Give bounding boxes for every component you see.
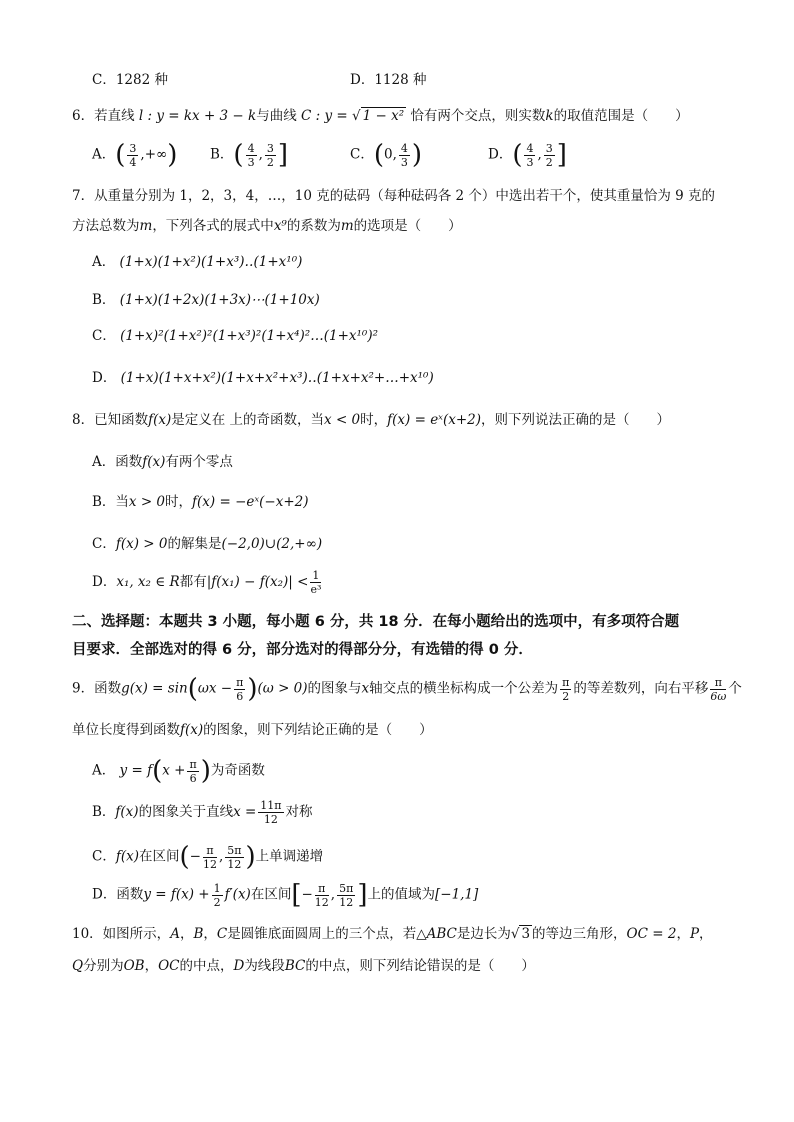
q7-option-c: C． (1+x)²(1+x²)²(1+x³)²(1+x⁴)²…(1+x¹⁰)² xyxy=(92,328,378,344)
q7-line1: 7．从重量分别为 1，2，3，4，…，10 克的砝码（每种砝码各 2 个）中选出若干个，使其重量恰为 9 克的 xyxy=(72,188,716,204)
q9-option-c: C．f(x)在区间(− $\frac{\pi}{12}$ , $\frac{5\pi}{12}$ )上单调递增 xyxy=(92,842,324,872)
q8-option-b: B．当x > 0时，f(x) = −eˣ(−x+2) xyxy=(92,494,309,510)
q6-option-a: A．( $\frac{3}{4}$ ,+∞) xyxy=(92,140,178,170)
q6-option-d: D．( $\frac{4}{3}$ , $\frac{3}{2}$ ] xyxy=(488,140,567,170)
q8-option-d: D．x₁, x₂ ∈ R都有|f(x₁) − f(x₂)| < $\frac{1}{\text{e³}}$ xyxy=(92,569,322,596)
q6-option-b: B．( $\frac{4}{3}$ , $\frac{3}{2}$ ] xyxy=(210,140,289,170)
q7-line2: 方法总数为m，下列各式的展式中x⁹的系数为m的选项是（ ） xyxy=(72,218,462,234)
q8-option-c: C．f(x) > 0的解集是(−2,0)∪(2,+∞) xyxy=(92,536,323,552)
q8-option-a: A．函数f(x)有两个零点 xyxy=(92,454,233,470)
q7-option-d: D． (1+x)(1+x+x²)(1+x+x²+x³)‥(1+x+x²+…+x¹⁰) xyxy=(92,370,434,386)
q5-option-d: D．1128 种 xyxy=(350,72,427,88)
q7-option-b: B． (1+x)(1+2x)(1+3x)⋯(1+10x) xyxy=(92,292,320,308)
q6-option-c: C．(0, $\frac{4}{3}$ ) xyxy=(350,140,423,170)
section-2-heading-line2: 目要求．全部选对的得 6 分，部分选对的得部分分，有选错的得 0 分． xyxy=(72,642,533,658)
q8-stem: 8．已知函数f(x)是定义在 上的奇函数，当x < 0时，f(x) = eˣ(x+2)，则下列说法正确的是（ ） xyxy=(72,412,671,428)
q6-stem: 6．若直线 l : y = kx + 3 − k与曲线 C : y = √ 1 − x² 恰有两个交点，则实数k的取值范围是（ ） xyxy=(72,108,689,124)
q5-option-c: C．1282 种 xyxy=(92,72,168,88)
q10-stem-line2: Q分别为OB，OC的中点，D为线段BC的中点，则下列结论错误的是（ ） xyxy=(72,958,535,974)
q9-option-b: B．f(x)的图象关于直线x = $\frac{11\pi}{12}$ 对称 xyxy=(92,799,313,826)
q10-stem-line1: 10．如图所示，A，B，C是圆锥底面圆周上的三个点，若△ABC是边长为√ 3 的等边三角形，OC = 2，P， xyxy=(72,926,713,942)
q9-stem-line2: 单位长度得到函数f(x)的图象，则下列结论正确的是（ ） xyxy=(72,722,433,738)
q9-option-d: D．函数y = f(x) + $\frac{1}{2}$ f′(x)在区间[− $\frac{\pi}{12}$ , $\frac{5\pi}{12}$ ]上的值域为[−1,1] xyxy=(92,880,479,910)
q7-option-a: A． (1+x)(1+x²)(1+x³)‥(1+x¹⁰) xyxy=(92,254,303,270)
section-2-heading-line1: 二、选择题：本题共 3 小题，每小题 6 分，共 18 分．在每小题给出的选项中，有多项符合题 xyxy=(72,614,680,630)
q9-stem-line1: 9．函数g(x) = sin(ωx − $\frac{\pi}{6}$ )(ω > 0)的图象与x轴交点的横坐标构成一个公差为 $\frac{\pi}{2}$ 的等差数列，向右平移 $\frac{\pi}{6\omega}$ 个 xyxy=(72,674,742,704)
q9-option-a: A． y = f(x + $\frac{\pi}{6}$ )为奇函数 xyxy=(92,756,265,786)
